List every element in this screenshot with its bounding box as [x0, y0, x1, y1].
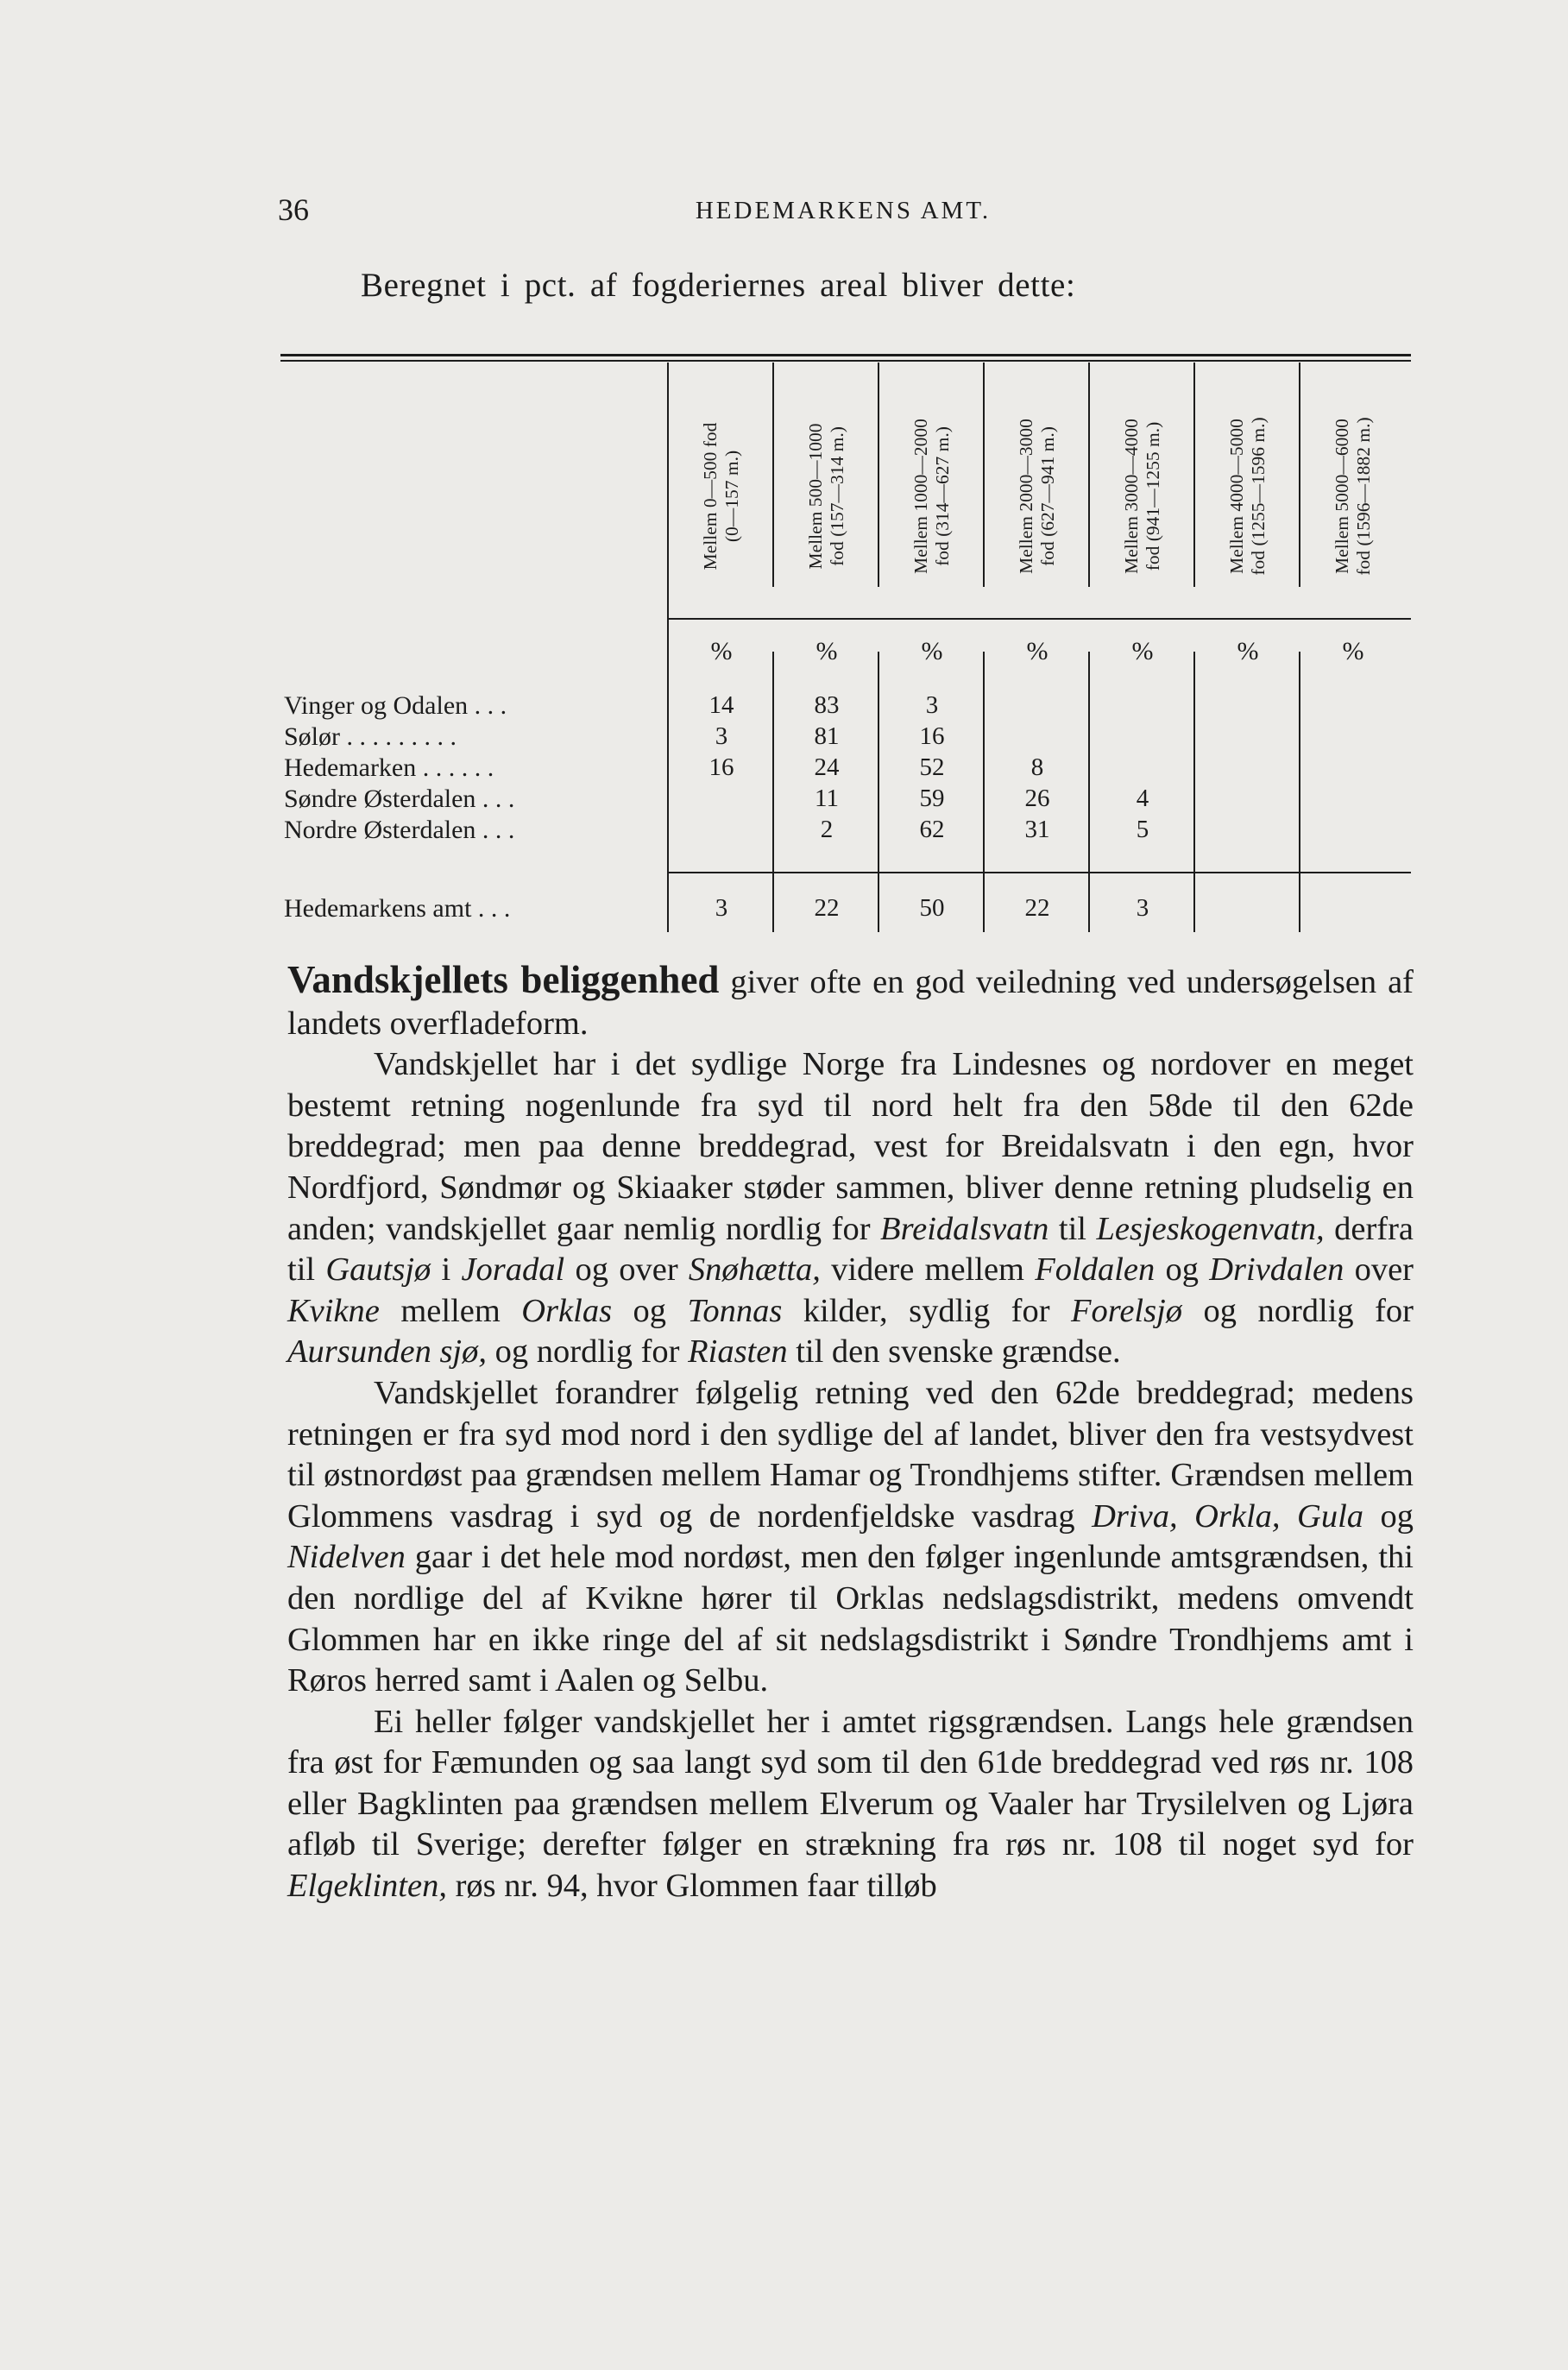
paragraph: Vandskjellets beliggenhed giver ofte en god veiledning ved undersøgelsen af landets overfladeform. [287, 958, 1414, 1042]
section-lead: Vandskjellets beliggenhed [287, 958, 720, 1001]
table-cell: 16 [919, 722, 945, 750]
page-header [278, 192, 1408, 235]
running-title: HEDEMARKENS AMT. [695, 197, 992, 224]
italic-place-name: Snøhætta, [688, 1251, 821, 1289]
row-label: Sølør . . . . . . . . . [284, 722, 457, 751]
text-run: og [612, 1292, 688, 1329]
text-run: over [1344, 1251, 1414, 1289]
text-run: mellem [379, 1292, 522, 1329]
row-label: Nordre Østerdalen . . . [284, 816, 515, 844]
italic-place-name: Tonnas [687, 1292, 783, 1329]
text-run: kilder, sydlig for [782, 1292, 1072, 1329]
italic-place-name: Nidelven [287, 1539, 406, 1576]
row-label: Hedemarkens amt . . . [284, 894, 511, 923]
table-cell: 31 [1024, 816, 1050, 843]
table-cell: 4 [1136, 785, 1149, 812]
italic-place-name: Riasten [688, 1333, 788, 1371]
column-header: Mellem 2000—3000 fod (627—941 m.) [1016, 419, 1058, 574]
row-label: Søndre Østerdalen . . . [284, 785, 515, 813]
italic-place-name: Lesjeskogenvatn, [1096, 1210, 1325, 1247]
text-run: til den svenske grændse. [787, 1333, 1121, 1371]
altitude-table [280, 354, 1411, 932]
table-cell: 16 [708, 753, 734, 781]
column-header: Mellem 3000—4000 fod (941—1255 m.) [1121, 419, 1163, 574]
table-top-rule [280, 354, 1411, 356]
text-run [1281, 1498, 1298, 1535]
italic-place-name: Elgeklinten, [287, 1868, 447, 1905]
text-run: og [1363, 1497, 1414, 1535]
italic-place-name: Orklas [521, 1292, 613, 1329]
table-cell: 3 [715, 894, 728, 922]
table-cell: 62 [919, 816, 945, 843]
table-cell: 59 [919, 785, 945, 812]
italic-place-name: Forelsjø [1071, 1292, 1183, 1329]
table-cell: 5 [1136, 816, 1149, 843]
italic-place-name: Drivdalen [1209, 1251, 1344, 1289]
unit-label: % [815, 637, 838, 665]
unit-label: % [1131, 637, 1154, 665]
text-run: videre mellem [820, 1251, 1036, 1289]
table-cell: 83 [814, 691, 840, 719]
paragraph [287, 1373, 1414, 1702]
text-run: i [431, 1251, 462, 1289]
table-cell: 81 [814, 722, 840, 750]
italic-place-name: Gula [1297, 1497, 1364, 1535]
column-header: Mellem 4000—5000 fod (1255—1596 m.) [1226, 417, 1269, 576]
column-header: Mellem 500—1000 fod (157—314 m.) [805, 423, 847, 570]
column-header: Mellem 5000—6000 fod (1596—1882 m.) [1332, 417, 1374, 576]
paragraph [287, 1044, 1414, 1373]
text-run: og nordlig for [1182, 1292, 1414, 1329]
page-number: 36 [278, 192, 309, 227]
body-text [287, 960, 1414, 1907]
table-intro: Beregnet i pct. af fogderiernes areal bliver dette: [361, 267, 1076, 304]
italic-place-name: Aursunden sjø, [287, 1333, 487, 1371]
table-cell: 14 [708, 691, 734, 719]
table-cell: 8 [1030, 753, 1044, 781]
unit-label: % [921, 637, 943, 665]
unit-label: % [710, 637, 733, 665]
table-cell: 26 [1024, 785, 1050, 812]
text-run: og nordlig for [487, 1333, 689, 1371]
text-run: røs nr. 94, hvor Glommen faar tilløb [446, 1868, 937, 1905]
row-label: Hedemarken . . . . . . [284, 753, 494, 782]
paragraph [287, 1702, 1414, 1907]
table-cell: 2 [820, 816, 834, 843]
text-run: og [1155, 1251, 1210, 1289]
unit-label: % [1026, 637, 1048, 665]
text-run: til [1048, 1210, 1097, 1247]
table-cell: 3 [925, 691, 939, 719]
table-cell: 52 [919, 753, 945, 781]
col-divider [1299, 652, 1300, 932]
column-header: Mellem 1000—2000 fod (314—627 m.) [910, 419, 953, 574]
italic-place-name: Driva, [1092, 1497, 1178, 1535]
italic-place-name: Joradal [461, 1251, 565, 1289]
table-cell: 3 [1136, 894, 1149, 922]
italic-place-name: Foldalen [1035, 1251, 1156, 1289]
text-run: Vandskjellet har i det sydlige Norge fra Lindesnes og nordover en meget bestemt retning nogenlunde fra syd til nord helt fra den 58de til den 62de breddegrad; men paa denne breddegrad, vest for Breidalsvatn i den egn, hvor Nordfjord, Søndmør og Skiaaker støder sammen, bliver denne retning pludselig en anden; vandskjellet gaar nemlig nordlig for [287, 1046, 1414, 1247]
text-run: derfra til [287, 1210, 1414, 1289]
text-run: og over [564, 1251, 689, 1289]
table-cell: 3 [715, 722, 728, 750]
table-cell: 22 [1024, 894, 1050, 922]
italic-place-name: Kvikne [287, 1292, 380, 1329]
italic-place-name: Orkla, [1194, 1497, 1281, 1535]
table-cell: 24 [814, 753, 840, 781]
text-run: Vandskjellet forandrer følgelig retning ved den 62de breddegrad; medens retningen er fra syd mod nord i den sydlige del af landet, bliver den fra vestsydvest til østnordøst paa grændsen mellem Hamar og Trondhjems stifter. Grændsen mellem Glommens vasdrag i syd og de nordenfjeldske vasdrag [287, 1374, 1414, 1535]
text-run: gaar i det hele mod nordøst, men den følger ingenlunde amtsgrændsen, thi den nordlige del af Kvikne hører til Orklas nedslagsdistrikt, medens omvendt Glommen har en ikke ringe del af sit nedslagsdistrikt i Søndre Trondhjems amt i Røros herred samt i Aalen og Selbu. [287, 1539, 1414, 1699]
italic-place-name: Breidalsvatn [880, 1210, 1049, 1247]
table-cell: 11 [815, 785, 839, 812]
table-cell: 22 [814, 894, 840, 922]
column-header: Mellem 0—500 fod (0—157 m.) [700, 422, 742, 570]
table-cell: 50 [919, 894, 945, 922]
italic-place-name: Gautsjø [325, 1251, 431, 1289]
text-run: Ei heller følger vandskjellet her i amtet rigsgrændsen. Langs hele grændsen fra øst for Fæmunden og saa langt syd som til den 61de breddegrad ved røs nr. 108 eller Bagklinten paa grændsen mellem Elverum og Vaaler har Trysilelven og Ljøra afløb til Sverige; derefter følger en strækning fra røs nr. 108 til noget syd for [287, 1703, 1414, 1863]
unit-label: % [1342, 637, 1364, 665]
text-run [1178, 1498, 1195, 1535]
table-top-rule-thin [280, 360, 1411, 362]
unit-label: % [1237, 637, 1259, 665]
row-label: Vinger og Odalen . . . [284, 691, 507, 720]
